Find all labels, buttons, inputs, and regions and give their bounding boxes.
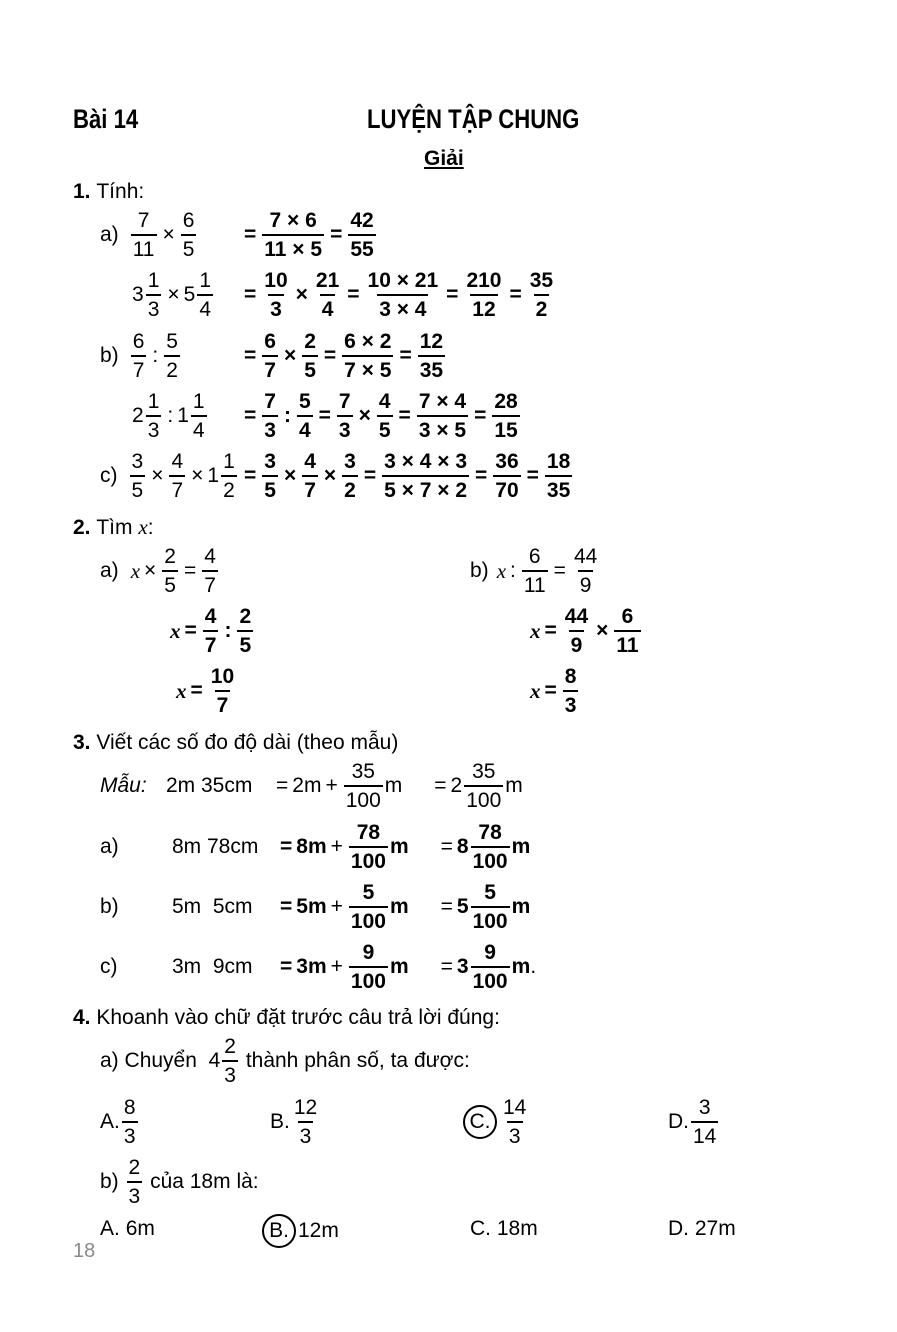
fraction: $\frac{6}{7}$ bbox=[132, 330, 145, 382]
variable: x bbox=[530, 678, 541, 703]
fraction: $\frac{6 \times 2}{7 \times 5}$ bbox=[344, 330, 392, 382]
q1-heading bbox=[73, 180, 144, 204]
q1-a2-expr: 3 $\frac{1}{3}$ × 5 $\frac{1}{4}$ bbox=[132, 269, 212, 321]
option-letter: B. bbox=[270, 1110, 290, 1133]
q1-number: 1. bbox=[73, 180, 91, 203]
option-value: 6m bbox=[125, 1217, 155, 1240]
example-source: 2m 35cm bbox=[166, 774, 253, 797]
q2-b-label: b) bbox=[470, 559, 489, 582]
row-label: b) bbox=[100, 895, 119, 918]
whole-part: 4 bbox=[208, 1049, 221, 1072]
row-label: a) bbox=[100, 835, 119, 858]
q3-row-b: b) 5m 5cm = 5m + $\frac{5}{100}$ m = 5 $\frac{5}{100}$ m bbox=[100, 881, 531, 933]
option-letter: D. bbox=[668, 1217, 689, 1240]
fraction: $\frac{10}{7}$ bbox=[210, 665, 235, 717]
variable: x bbox=[130, 558, 141, 583]
option-b-b-selected[interactable] bbox=[262, 1214, 339, 1248]
page-number: 18 bbox=[73, 1240, 96, 1262]
q2-a-step1: a) x × $\frac{2}{5}$ = $\frac{4}{7}$ bbox=[100, 545, 216, 597]
q4-b-label: b) bbox=[100, 1170, 119, 1193]
q1-b1-expr: b) $\frac{6}{7}$ : $\frac{5}{2}$ bbox=[100, 330, 178, 382]
fraction: $\frac{1}{4}$ bbox=[192, 390, 205, 442]
option-b-c[interactable] bbox=[470, 1217, 538, 1241]
q1-c-result: = $\frac{3}{5}$ × $\frac{4}{7}$ × $\frac{3}{2}$ = $\frac{3 \times 4 \times 3}{5 \times 7 \times 2}$ = $\frac{36}{70}$ = $\frac{18}{35}$ bbox=[244, 450, 571, 502]
fraction: $\frac{1}{4}$ bbox=[199, 269, 212, 321]
fraction: $\frac{3}{14}$ bbox=[693, 1096, 717, 1148]
option-value: 27m bbox=[694, 1217, 736, 1240]
unit: m bbox=[511, 895, 531, 918]
fraction: $\frac{1}{3}$ bbox=[147, 390, 160, 442]
variable: x bbox=[496, 558, 507, 583]
q3-heading bbox=[73, 731, 398, 755]
q3-number: 3. bbox=[73, 731, 91, 754]
option-b[interactable] bbox=[270, 1097, 321, 1147]
fraction: $\frac{7 \times 6}{11 \times 5}$ bbox=[264, 209, 323, 261]
fraction: $\frac{78}{100}$ bbox=[350, 821, 386, 873]
option-c-selected[interactable] bbox=[463, 1097, 530, 1147]
q1-b1-result: = $\frac{6}{7}$ × $\frac{2}{5}$ = $\frac{6 \times 2}{7 \times 5}$ = $\frac{12}{35}$ bbox=[244, 330, 444, 382]
fraction: $\frac{35}{100}$ bbox=[466, 760, 502, 812]
fraction: $\frac{210}{12}$ bbox=[466, 269, 502, 321]
q2-b-step1: b) x : $\frac{6}{11}$ = $\frac{44}{9}$ bbox=[470, 545, 598, 597]
whole-part: 1 bbox=[177, 404, 189, 427]
q1-b2-result: = $\frac{7}{3}$ : $\frac{5}{4}$ = $\frac{7}{3}$ × $\frac{4}{5}$ = $\frac{7 \times 4}{3 \times 5}$ = $\frac{28}{15}$ bbox=[244, 390, 518, 442]
q1-c-expr: c) $\frac{3}{5}$ × $\frac{4}{7}$ × 1 $\frac{1}{2}$ bbox=[100, 450, 235, 502]
fraction: $\frac{44}{9}$ bbox=[573, 545, 598, 597]
fraction: $\frac{2}{5}$ bbox=[304, 330, 316, 382]
meter-part: 5m bbox=[296, 895, 327, 918]
fraction: $\frac{1}{3}$ bbox=[147, 269, 160, 321]
q1-a1-result: = $\frac{7 \times 6}{11 \times 5}$ = $\frac{42}{55}$ bbox=[244, 209, 374, 261]
variable: x bbox=[176, 678, 187, 703]
q4-a-label: a) bbox=[100, 1049, 119, 1072]
option-b-a[interactable] bbox=[100, 1217, 155, 1241]
fraction: $\frac{5}{4}$ bbox=[298, 390, 311, 442]
fraction: $\frac{12}{3}$ bbox=[293, 1096, 318, 1148]
q4-a-text1: Chuyển bbox=[124, 1049, 197, 1072]
whole-part: 8 bbox=[456, 835, 469, 858]
option-value: 12m bbox=[298, 1219, 339, 1242]
fraction: $\frac{3}{5}$ bbox=[131, 450, 144, 502]
row-source: 5m 5cm bbox=[172, 895, 253, 918]
unit: m bbox=[389, 895, 409, 918]
meter-part: 2m bbox=[292, 774, 322, 797]
fraction: $\frac{6}{5}$ bbox=[182, 209, 195, 261]
fraction: $\frac{44}{9}$ bbox=[564, 605, 589, 657]
option-d[interactable] bbox=[668, 1097, 720, 1147]
fraction: $\frac{7}{11}$ bbox=[132, 209, 155, 261]
option-a[interactable] bbox=[100, 1097, 140, 1147]
q3-example-row: Mẫu: 2m 35cm = 2m + $\frac{35}{100}$ m = 2 $\frac{35}{100}$ m bbox=[100, 760, 523, 812]
fraction: $\frac{2}{3}$ bbox=[224, 1035, 236, 1087]
q1-text: Tính: bbox=[96, 180, 145, 203]
solution-heading: Giải bbox=[424, 147, 464, 170]
q2-heading bbox=[73, 515, 154, 540]
fraction: $\frac{7 \times 4}{3 \times 5}$ bbox=[418, 390, 467, 442]
fraction: $\frac{7}{3}$ bbox=[264, 390, 276, 442]
row-source: 3m 9cm bbox=[172, 955, 253, 978]
whole-part: 3 bbox=[456, 955, 469, 978]
lesson-number: Bài 14 bbox=[73, 104, 139, 134]
option-letter: B. bbox=[269, 1219, 289, 1242]
unit: m bbox=[384, 774, 403, 797]
option-letter: A. bbox=[100, 1110, 120, 1133]
row-end: . bbox=[530, 955, 537, 978]
unit: m bbox=[511, 835, 531, 858]
fraction: $\frac{9}{100}$ bbox=[350, 941, 386, 993]
fraction: $\frac{4}{7}$ bbox=[204, 545, 216, 597]
q1-a-label: a) bbox=[100, 223, 119, 246]
fraction: $\frac{3}{2}$ bbox=[344, 450, 356, 502]
fraction: $\frac{5}{2}$ bbox=[166, 330, 178, 382]
answer-circle bbox=[262, 1214, 296, 1248]
option-letter: A. bbox=[100, 1217, 120, 1240]
q4-a-question bbox=[100, 1036, 470, 1086]
q4-b-question bbox=[100, 1157, 259, 1207]
option-value: 18m bbox=[496, 1217, 538, 1240]
variable: x bbox=[170, 618, 181, 643]
fraction: $\frac{8}{3}$ bbox=[123, 1096, 136, 1148]
fraction: $\frac{21}{4}$ bbox=[315, 269, 340, 321]
q3-text: Viết các số đo độ dài (theo mẫu) bbox=[96, 731, 399, 754]
fraction: $\frac{2}{5}$ bbox=[164, 545, 176, 597]
q2-a-step3: x = $\frac{10}{7}$ bbox=[176, 665, 235, 717]
fraction: $\frac{6}{7}$ bbox=[264, 330, 276, 382]
whole-part: 5 bbox=[183, 283, 196, 306]
fraction: $\frac{78}{100}$ bbox=[472, 821, 508, 873]
variable: x bbox=[138, 515, 148, 539]
fraction: $\frac{4}{7}$ bbox=[304, 450, 316, 502]
q2-text: Tìm bbox=[96, 515, 133, 539]
fraction: $\frac{35}{100}$ bbox=[345, 760, 381, 812]
q2-b-step2: x = $\frac{44}{9}$ × $\frac{6}{11}$ bbox=[530, 605, 639, 657]
meter-part: 8m bbox=[296, 835, 327, 858]
q3-row-c: c) 3m 9cm = 3m + $\frac{9}{100}$ m = 3 $\frac{9}{100}$ m . bbox=[100, 941, 537, 993]
q4-text: Khoanh vào chữ đặt trước câu trả lời đúng: bbox=[96, 1006, 500, 1029]
q2-colon: : bbox=[147, 515, 154, 539]
page-title: LUYỆN TẬP CHUNG bbox=[367, 104, 580, 134]
fraction: $\frac{14}{3}$ bbox=[503, 1096, 527, 1148]
q1-b2-expr: 2 $\frac{1}{3}$ : 1 $\frac{1}{4}$ bbox=[132, 390, 205, 442]
fraction: $\frac{3 \times 4 \times 3}{5 \times 7 \times 2}$ bbox=[384, 450, 468, 502]
meter-part: 3m bbox=[296, 955, 327, 978]
option-letter: C. bbox=[469, 1110, 491, 1133]
answer-circle bbox=[463, 1105, 497, 1139]
q2-a-label: a) bbox=[100, 559, 119, 582]
q2-b-step3: x = $\frac{8}{3}$ bbox=[530, 665, 577, 717]
unit: m bbox=[505, 774, 523, 797]
fraction: $\frac{18}{35}$ bbox=[546, 450, 571, 502]
q1-a-label-row: a) $\frac{7}{11}$ × $\frac{6}{5}$ bbox=[100, 209, 195, 261]
row-source: 8m 78cm bbox=[172, 835, 259, 858]
q4-b-text: của 18m là: bbox=[150, 1170, 259, 1193]
whole-part: 2 bbox=[132, 404, 144, 427]
fraction: $\frac{9}{100}$ bbox=[472, 941, 508, 993]
whole-part: 2 bbox=[450, 774, 463, 797]
option-letter: C. bbox=[470, 1217, 491, 1240]
variable: x bbox=[530, 618, 541, 643]
fraction: $\frac{12}{35}$ bbox=[419, 330, 444, 382]
q4-a-text2: thành phân số, ta được: bbox=[245, 1049, 470, 1072]
unit: m bbox=[389, 835, 409, 858]
q4-heading bbox=[73, 1006, 500, 1030]
fraction: $\frac{2}{5}$ bbox=[239, 605, 252, 657]
whole-part: 5 bbox=[456, 895, 469, 918]
q3-row-a: a) 8m 78cm = 8m + $\frac{78}{100}$ m = 8 $\frac{78}{100}$ m bbox=[100, 821, 531, 873]
q2-a-step2: x = $\frac{4}{7}$ : $\frac{2}{5}$ bbox=[170, 605, 252, 657]
fraction: $\frac{42}{55}$ bbox=[350, 209, 374, 261]
option-letter: D. bbox=[668, 1110, 689, 1133]
fraction: $\frac{8}{3}$ bbox=[564, 665, 577, 717]
fraction: $\frac{10}{3}$ bbox=[264, 269, 288, 321]
example-label: Mẫu: bbox=[100, 774, 147, 797]
fraction: $\frac{1}{2}$ bbox=[223, 450, 235, 502]
fraction: $\frac{10 \times 21}{3 \times 4}$ bbox=[367, 269, 439, 321]
fraction: $\frac{2}{3}$ bbox=[128, 1156, 141, 1208]
fraction: $\frac{28}{15}$ bbox=[494, 390, 518, 442]
unit: m bbox=[511, 955, 531, 978]
fraction: $\frac{7}{3}$ bbox=[338, 390, 351, 442]
q4-number: 4. bbox=[73, 1006, 91, 1029]
fraction: $\frac{5}{100}$ bbox=[472, 881, 508, 933]
fraction: $\frac{4}{7}$ bbox=[171, 450, 184, 502]
fraction: $\frac{35}{2}$ bbox=[529, 269, 554, 321]
q1-a2-result: = $\frac{10}{3}$ × $\frac{21}{4}$ = $\frac{10 \times 21}{3 \times 4}$ = $\frac{210}{12}$ = $\frac{35}{2}$ bbox=[244, 269, 554, 321]
whole-part: 3 bbox=[132, 283, 144, 306]
fraction: $\frac{4}{5}$ bbox=[378, 390, 391, 442]
unit: m bbox=[389, 955, 409, 978]
fraction: $\frac{6}{11}$ bbox=[616, 605, 639, 657]
q1-b-label: b) bbox=[100, 344, 119, 367]
fraction: $\frac{6}{11}$ bbox=[523, 545, 546, 597]
row-label: c) bbox=[100, 955, 118, 978]
fraction: $\frac{36}{70}$ bbox=[495, 450, 519, 502]
q1-c-label: c) bbox=[100, 464, 118, 487]
fraction: $\frac{3}{5}$ bbox=[264, 450, 276, 502]
fraction: $\frac{4}{7}$ bbox=[204, 605, 217, 657]
fraction: $\frac{5}{100}$ bbox=[350, 881, 386, 933]
q2-number: 2. bbox=[73, 515, 91, 539]
option-b-d[interactable] bbox=[668, 1217, 736, 1241]
whole-part: 1 bbox=[207, 464, 220, 487]
